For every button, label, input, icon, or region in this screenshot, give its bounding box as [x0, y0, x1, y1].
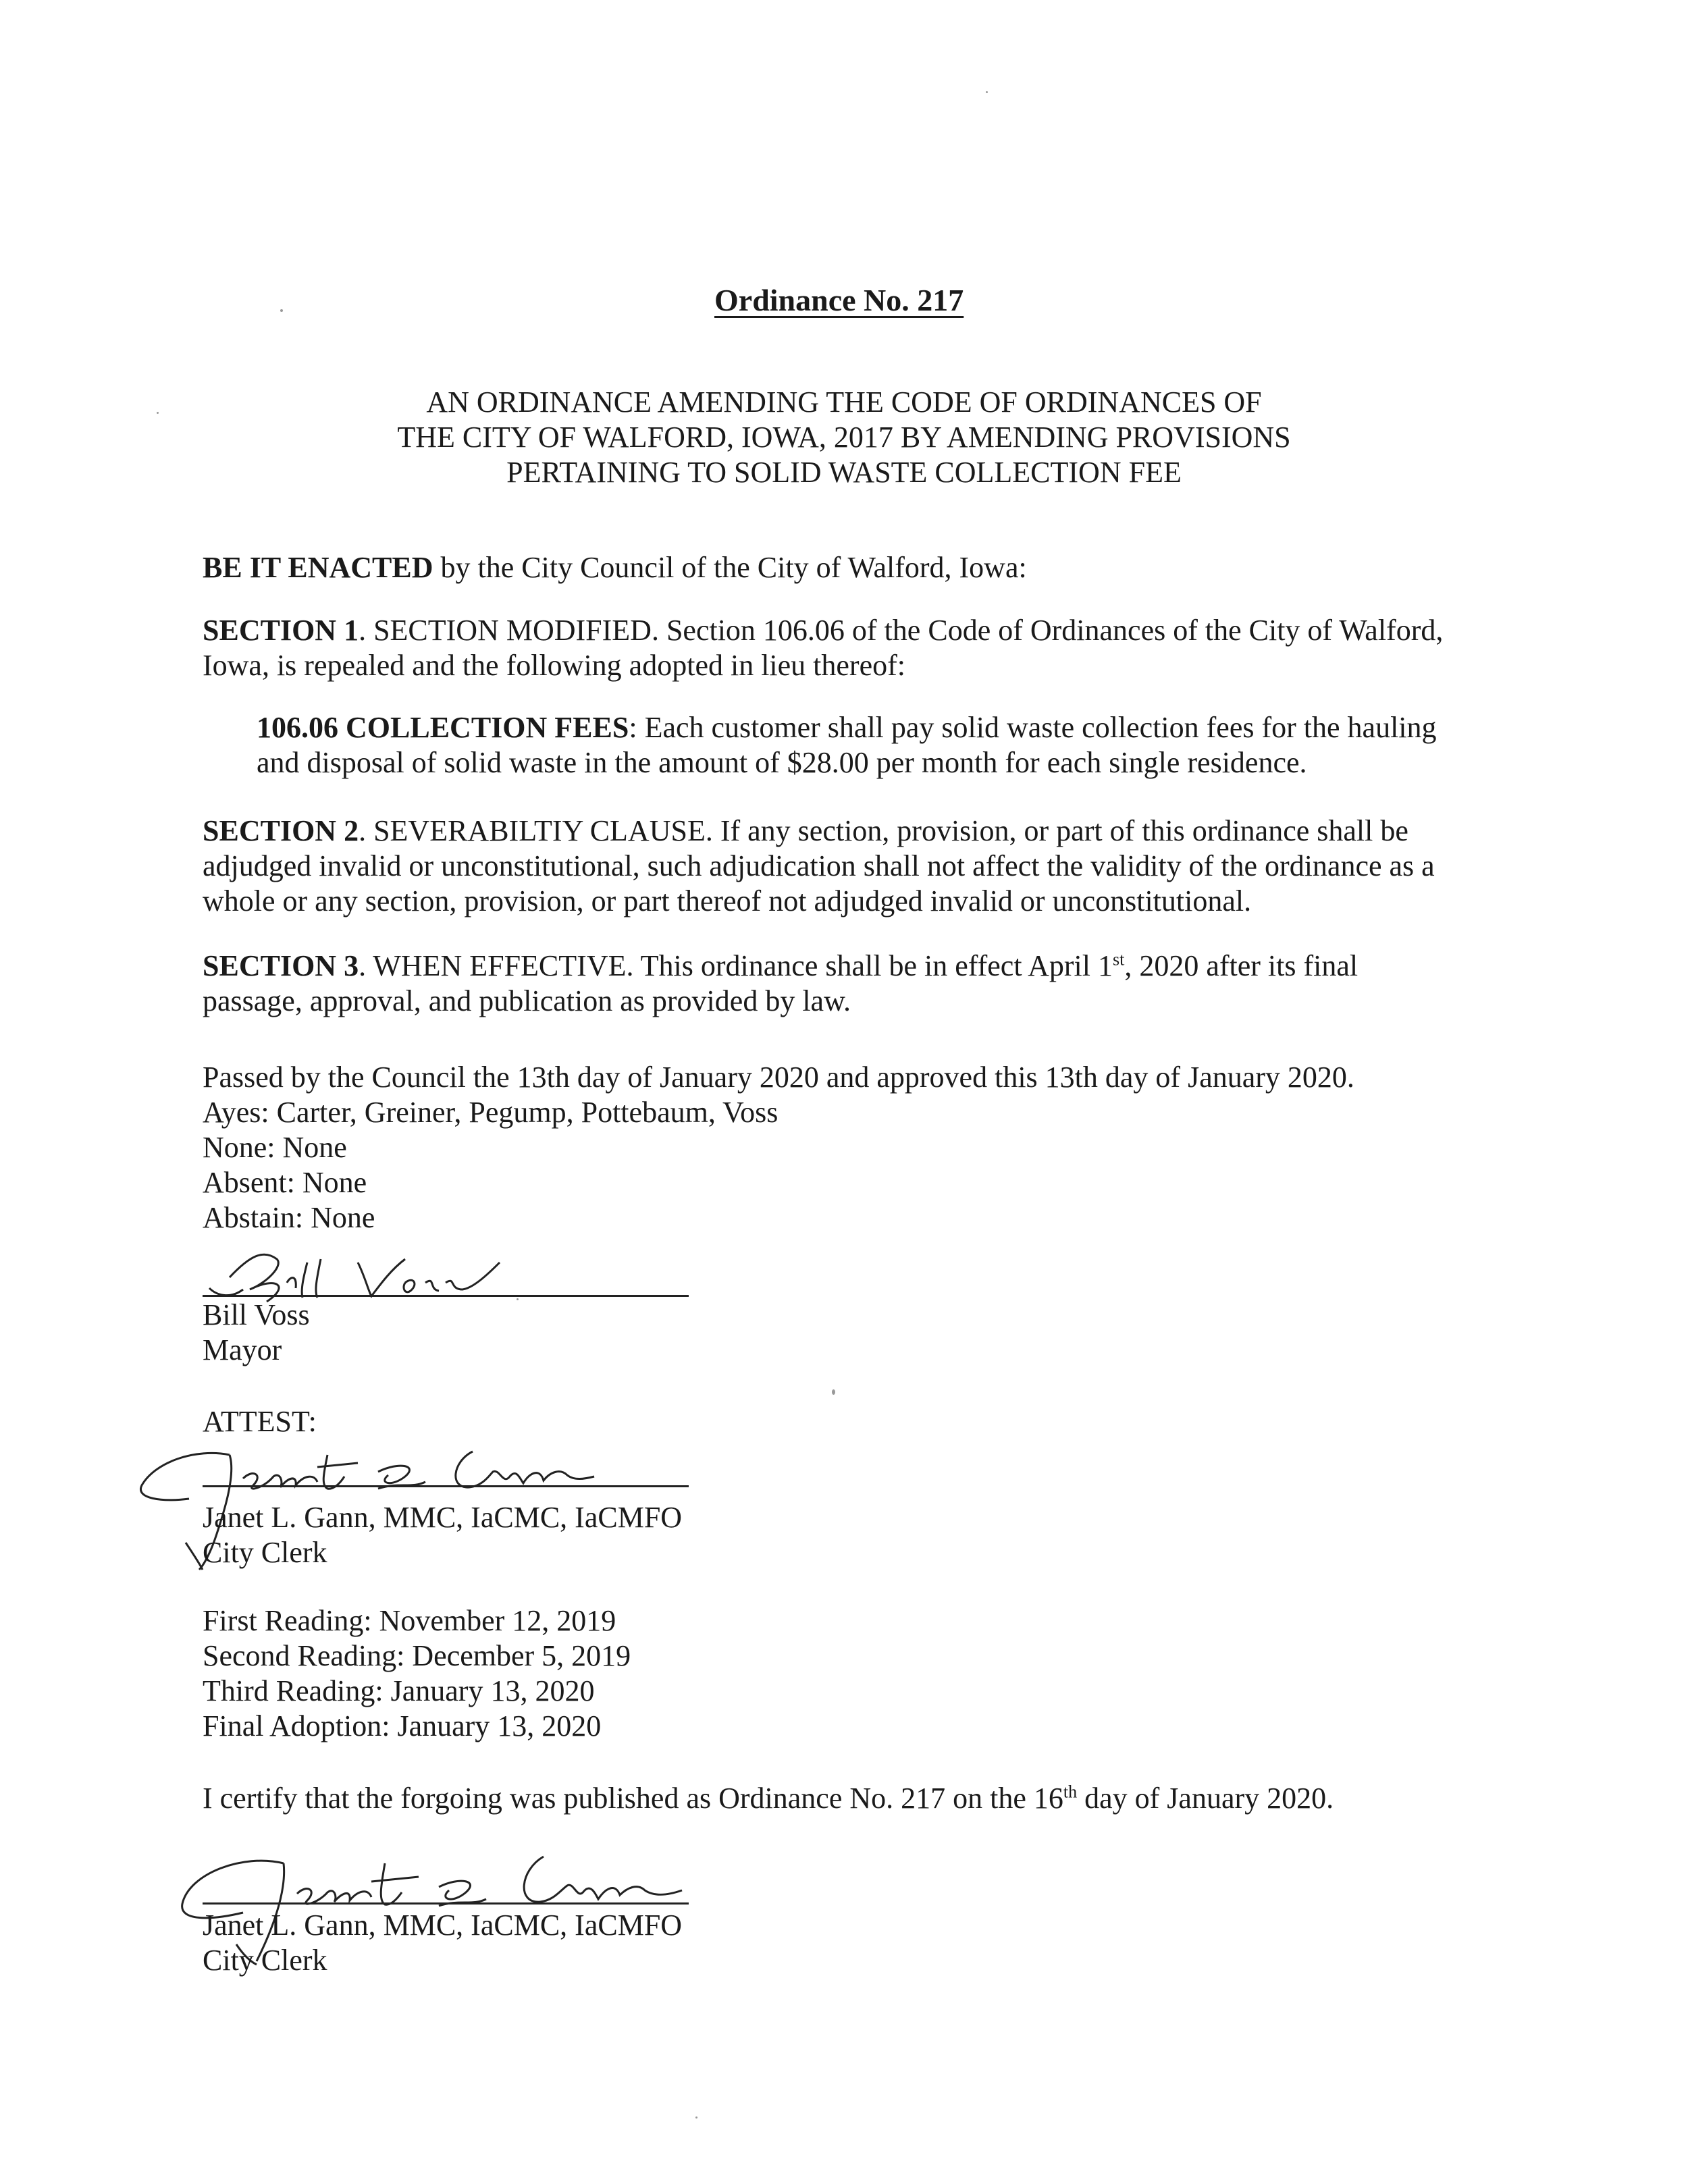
enacted-bold: BE IT ENACTED	[203, 551, 433, 584]
clerk-block-2	[203, 1908, 1485, 1978]
section-1-text: . SECTION MODIFIED. Section 106.06 of the Code of Ordinances of the City of Walford,	[359, 614, 1444, 647]
certification-text: I certify that the forgoing was published as Ordinance No. 217 on the 16	[203, 1782, 1063, 1815]
section-2	[203, 814, 1485, 919]
mayor-block	[203, 1298, 1485, 1368]
passed-line: Passed by the Council the 13th day of January 2020 and approved this 13th day of January 2020.	[203, 1061, 1354, 1094]
clerk-name: Janet L. Gann, MMC, IaCMC, IaCMFO	[203, 1501, 683, 1534]
clerk-title: City Clerk	[203, 1536, 327, 1569]
section-1-line2: Iowa, is repealed and the following adopted in lieu thereof:	[203, 649, 905, 682]
section-3	[203, 949, 1485, 1019]
scan-speck	[832, 1389, 835, 1395]
section-3-sup: st	[1113, 949, 1125, 969]
scan-speck	[280, 309, 283, 312]
enacted-clause	[203, 550, 1485, 585]
reading-item: Final Adoption: January 13, 2020	[203, 1709, 602, 1742]
scan-speck	[986, 91, 988, 93]
section-3-label: SECTION 3	[203, 949, 359, 982]
abstain-line: Abstain: None	[203, 1201, 375, 1234]
certification-text-cont: day of January 2020.	[1077, 1782, 1334, 1815]
clerk-signature-line-2	[203, 1902, 689, 1905]
collection-fees-provision	[257, 710, 1485, 780]
readings-list	[203, 1603, 1485, 1744]
scan-speck	[157, 412, 159, 414]
mayor-name: Bill Voss	[203, 1298, 310, 1331]
attest-label: ATTEST:	[203, 1405, 317, 1438]
reading-item: First Reading: November 12, 2019	[203, 1604, 616, 1637]
reading-item: Third Reading: January 13, 2020	[203, 1674, 595, 1707]
clerk-name-2: Janet L. Gann, MMC, IaCMC, IaCMFO	[203, 1909, 683, 1942]
section-1	[203, 613, 1485, 683]
section-2-text: . SEVERABILTIY CLAUSE. If any section, provision, or part of this ordinance shall be	[359, 814, 1408, 847]
scan-speck	[517, 1298, 519, 1300]
mayor-signature-line	[203, 1295, 689, 1297]
heading-line: PERTAINING TO SOLID WASTE COLLECTION FEE	[506, 456, 1182, 489]
section-2-line3: whole or any section, provision, or part thereof not adjudged invalid or unconstitutional.	[203, 884, 1252, 917]
collection-fees-label: 106.06 COLLECTION FEES	[257, 711, 629, 744]
section-3-line2: passage, approval, and publication as provided by law.	[203, 984, 851, 1017]
collection-fees-line2: and disposal of solid waste in the amount of $28.00 per month for each single residence.	[257, 746, 1307, 779]
section-2-line2: adjudged invalid or unconstitutional, such adjudication shall not affect the validity of the ordinance as a	[203, 849, 1435, 882]
ayes-line: Ayes: Carter, Greiner, Pegump, Pottebaum, Voss	[203, 1096, 779, 1129]
absent-line: Absent: None	[203, 1166, 367, 1199]
clerk-signature-line	[203, 1485, 689, 1487]
collection-fees-text: : Each customer shall pay solid waste collection fees for the hauling	[629, 711, 1437, 744]
section-3-text-cont: , 2020 after its final	[1124, 949, 1359, 982]
section-1-label: SECTION 1	[203, 614, 359, 647]
heading-line: THE CITY OF WALFORD, IOWA, 2017 BY AMENDING PROVISIONS	[397, 421, 1291, 454]
section-3-text: . WHEN EFFECTIVE. This ordinance shall be in effect April 1	[359, 949, 1113, 982]
mayor-title: Mayor	[203, 1333, 282, 1366]
ordinance-title: Ordinance No. 217	[714, 283, 964, 317]
vote-record	[203, 1060, 1485, 1235]
clerk-block	[203, 1500, 1485, 1570]
section-2-label: SECTION 2	[203, 814, 359, 847]
certification-sup: th	[1063, 1782, 1078, 1802]
none-line: None: None	[203, 1131, 347, 1164]
reading-item: Second Reading: December 5, 2019	[203, 1639, 631, 1672]
heading-line: AN ORDINANCE AMENDING THE CODE OF ORDINANCES OF	[426, 385, 1262, 419]
ordinance-heading	[378, 385, 1310, 490]
certification	[203, 1781, 1485, 1816]
scan-speck	[695, 2116, 697, 2119]
clerk-title-2: City Clerk	[203, 1944, 327, 1977]
enacted-text: by the City Council of the City of Walford, Iowa:	[433, 551, 1027, 584]
